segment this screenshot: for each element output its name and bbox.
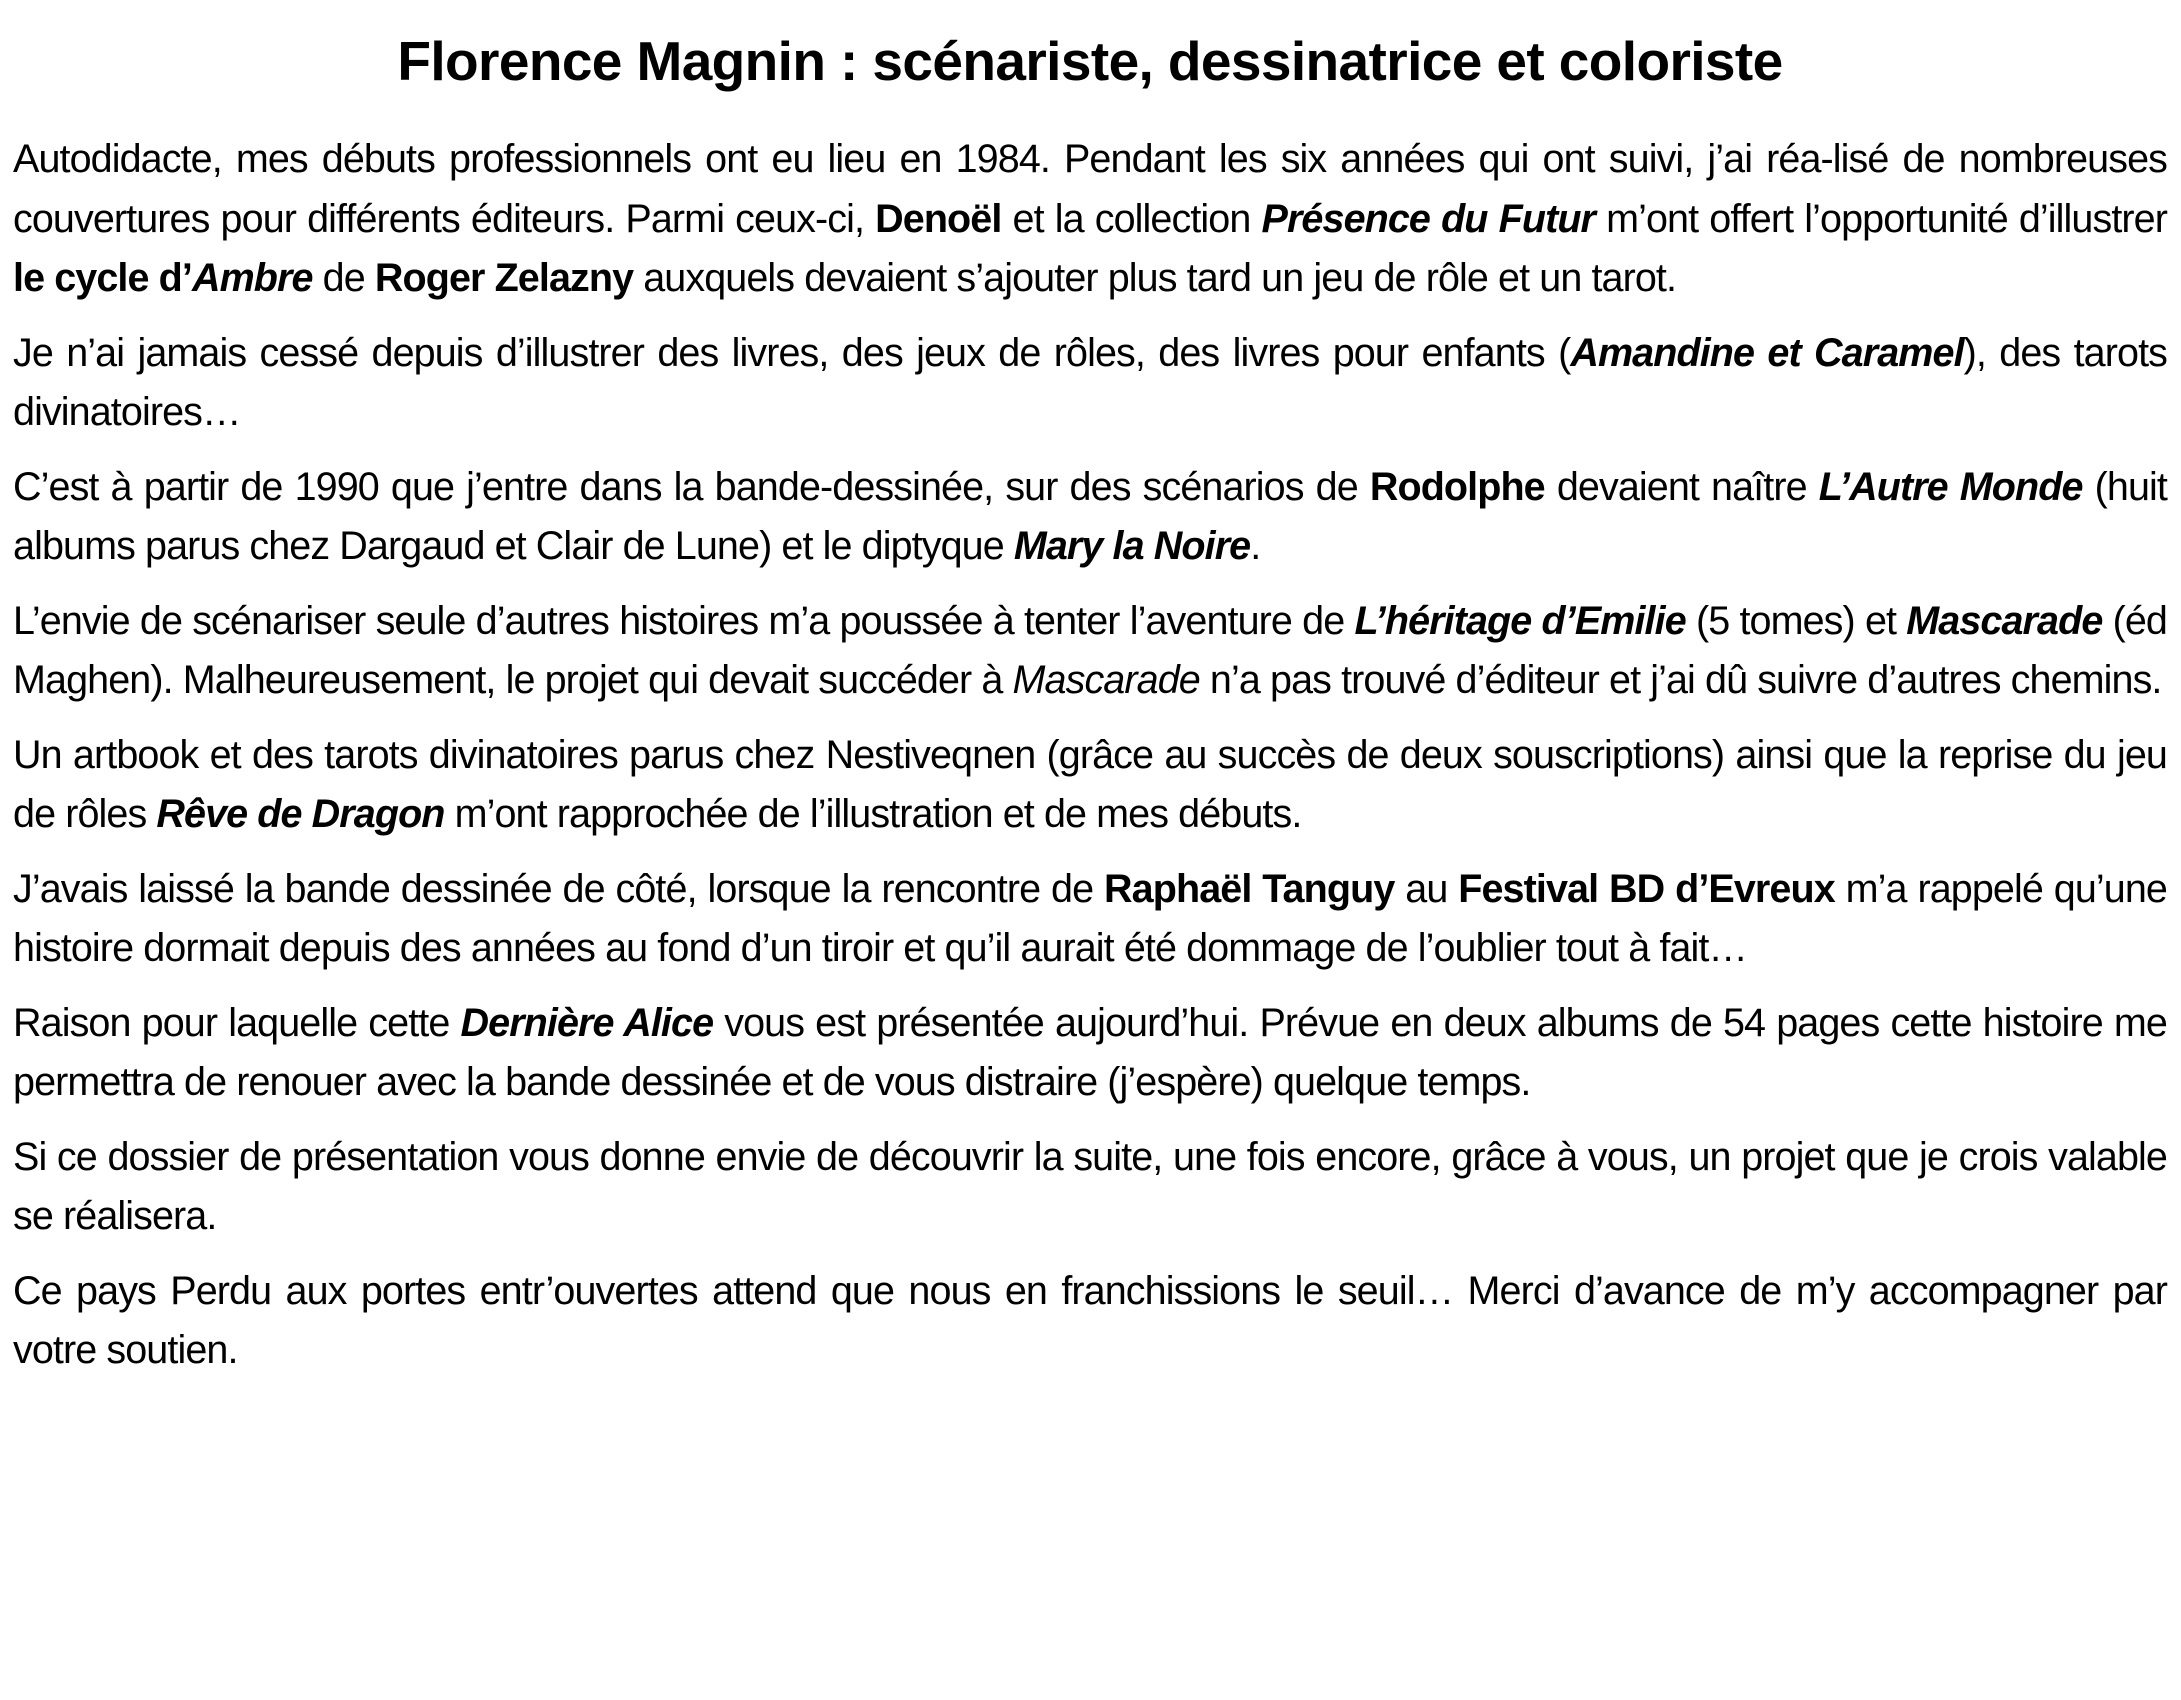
bold-italic-text: L’héritage d’Emilie bbox=[1354, 598, 1686, 643]
paragraph-2: Je n’ai jamais cessé depuis d’illustrer des livres, des jeux de rôles, des livres pour enfants (Amandine et Caramel), des tarots divinatoires… bbox=[13, 330, 2167, 434]
paragraph-7: Raison pour laquelle cette Dernière Alice vous est présentée aujourd’hui. Prévue en deux albums de 54 pages cette histoire me permettra de renouer avec la bande dessinée et de vous distraire (j’espère) quelque temps. bbox=[13, 1000, 2167, 1104]
document-body bbox=[13, 130, 2167, 1381]
paragraph-9: Ce pays Perdu aux portes entr’ouvertes attend que nous en franchissions le seuil… Merci d’avance de m’y accompagner par votre soutien. bbox=[13, 1268, 2167, 1372]
bold-text: Rodolphe bbox=[1369, 464, 1545, 509]
bold-text: Roger Zelazny bbox=[374, 256, 634, 300]
bold-italic-text: L’Autre Monde bbox=[1818, 464, 2083, 509]
document-title: Florence Magnin : scénariste, dessinatrice et coloriste bbox=[397, 30, 1783, 92]
bold-text: Raphaël Tanguy bbox=[1104, 866, 1395, 911]
paragraph-1: Autodidacte, mes débuts professionnels ont eu lieu en 1984. Pendant les six années qui ont suivi, j’ai réa-lisé de nombreuses couvertures pour différents éditeurs. Parmi ceux-ci, Denoël et la collection Présence du Futur m’ont offert l’opportunité d’illustrer le cycle d’Ambre de Roger Zelazny auxquels devaient s’ajouter plus tard un jeu de rôle et un tarot. bbox=[13, 137, 2167, 300]
bold-italic-text: Mary la Noire bbox=[1013, 524, 1251, 568]
paragraph-4: L’envie de scénariser seule d’autres histoires m’a poussée à tenter l’aventure de L’héritage d’Emilie (5 tomes) et Mascarade (éd Maghen). Malheureusement, le projet qui devait succéder à Mascarade n’a pas trouvé d’éditeur et j’ai dû suivre d’autres chemins. bbox=[13, 598, 2167, 702]
paragraph-3: C’est à partir de 1990 que j’entre dans la bande-dessinée, sur des scénarios de Rodolphe devaient naître L’Autre Monde (huit albums parus chez Dargaud et Clair de Lune) et le diptyque Mary la Noire. bbox=[13, 464, 2167, 568]
bold-italic-text: Rêve de Dragon bbox=[156, 792, 445, 836]
bold-italic-text: Ambre bbox=[191, 256, 313, 300]
paragraph-8: Si ce dossier de présentation vous donne envie de découvrir la suite, une fois encore, grâce à vous, un projet que je crois valable se réalisera. bbox=[13, 1134, 2167, 1238]
bold-text: Denoël bbox=[875, 196, 1002, 241]
bold-italic-text: Mascarade bbox=[1906, 598, 2103, 643]
bold-italic-text: Présence du Futur bbox=[1261, 196, 1596, 241]
bold-text: Festival BD d’Evreux bbox=[1458, 866, 1835, 911]
italic-text: Mascarade bbox=[1012, 658, 1200, 702]
bold-text: le cycle d’ bbox=[13, 256, 192, 300]
paragraph-6: J’avais laissé la bande dessinée de côté, lorsque la rencontre de Raphaël Tanguy au Festival BD d’Evreux m’a rappelé qu’une histoire dormait depuis des années au fond d’un tiroir et qu’il aurait été dommage de l’oublier tout à fait… bbox=[13, 866, 2167, 970]
bold-italic-text: Amandine et Caramel bbox=[1570, 330, 1964, 375]
bold-italic-text: Dernière Alice bbox=[460, 1000, 714, 1045]
paragraph-5: Un artbook et des tarots divinatoires parus chez Nestiveqnen (grâce au succès de deux souscriptions) ainsi que la reprise du jeu de rôles Rêve de Dragon m’ont rapprochée de l’illustration et de mes débuts. bbox=[13, 732, 2167, 836]
